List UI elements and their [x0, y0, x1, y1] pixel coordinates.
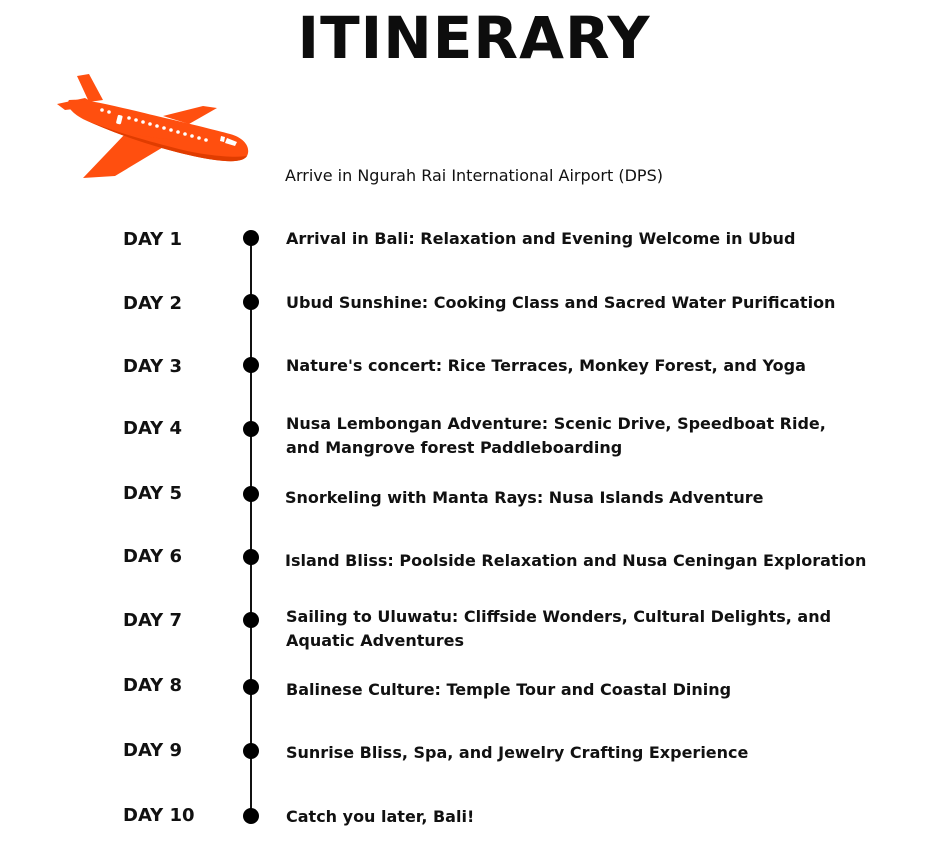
timeline-dot-5 [243, 486, 259, 502]
timeline-dot-10 [243, 808, 259, 824]
arrival-note: Arrive in Ngurah Rai International Airport (DPS) [285, 166, 663, 185]
day-label-6: DAY 6 [123, 546, 182, 567]
page-title: ITINERARY [297, 4, 651, 72]
timeline-dot-9 [243, 743, 259, 759]
day-description-10: Catch you later, Bali! [286, 807, 475, 826]
timeline-dot-6 [243, 549, 259, 565]
day-description-7: Sailing to Uluwatu: Cliffside Wonders, Cultural Delights, and Aquatic Adventures [286, 607, 832, 650]
timeline-dot-7 [243, 612, 259, 628]
timeline-dot-4 [243, 421, 259, 437]
day-description-6: Island Bliss: Poolside Relaxation and Nusa Ceningan Exploration [285, 551, 867, 570]
day-label-10: DAY 10 [123, 805, 195, 826]
timeline-dot-1 [243, 230, 259, 246]
day-description-5: Snorkeling with Manta Rays: Nusa Islands Adventure [285, 488, 764, 507]
day-description-4: Nusa Lembongan Adventure: Scenic Drive, Speedboat Ride, and Mangrove forest Paddleboarding [286, 414, 826, 457]
day-description-2: Ubud Sunshine: Cooking Class and Sacred Water Purification [286, 293, 836, 312]
timeline-line [250, 238, 252, 818]
day-label-7: DAY 7 [123, 610, 182, 631]
day-label-2: DAY 2 [123, 293, 182, 314]
airplane-icon [55, 72, 255, 182]
day-label-9: DAY 9 [123, 740, 182, 761]
day-label-5: DAY 5 [123, 483, 182, 504]
day-description-1: Arrival in Bali: Relaxation and Evening Welcome in Ubud [286, 229, 796, 248]
day-description-9: Sunrise Bliss, Spa, and Jewelry Crafting Experience [286, 743, 749, 762]
day-description-8: Balinese Culture: Temple Tour and Coastal Dining [286, 680, 732, 699]
timeline-dot-3 [243, 357, 259, 373]
day-label-4: DAY 4 [123, 418, 182, 439]
timeline-dot-8 [243, 679, 259, 695]
day-label-3: DAY 3 [123, 356, 182, 377]
day-label-1: DAY 1 [123, 229, 182, 250]
day-description-3: Nature's concert: Rice Terraces, Monkey Forest, and Yoga [286, 356, 806, 375]
timeline-dot-2 [243, 294, 259, 310]
day-label-8: DAY 8 [123, 675, 182, 696]
